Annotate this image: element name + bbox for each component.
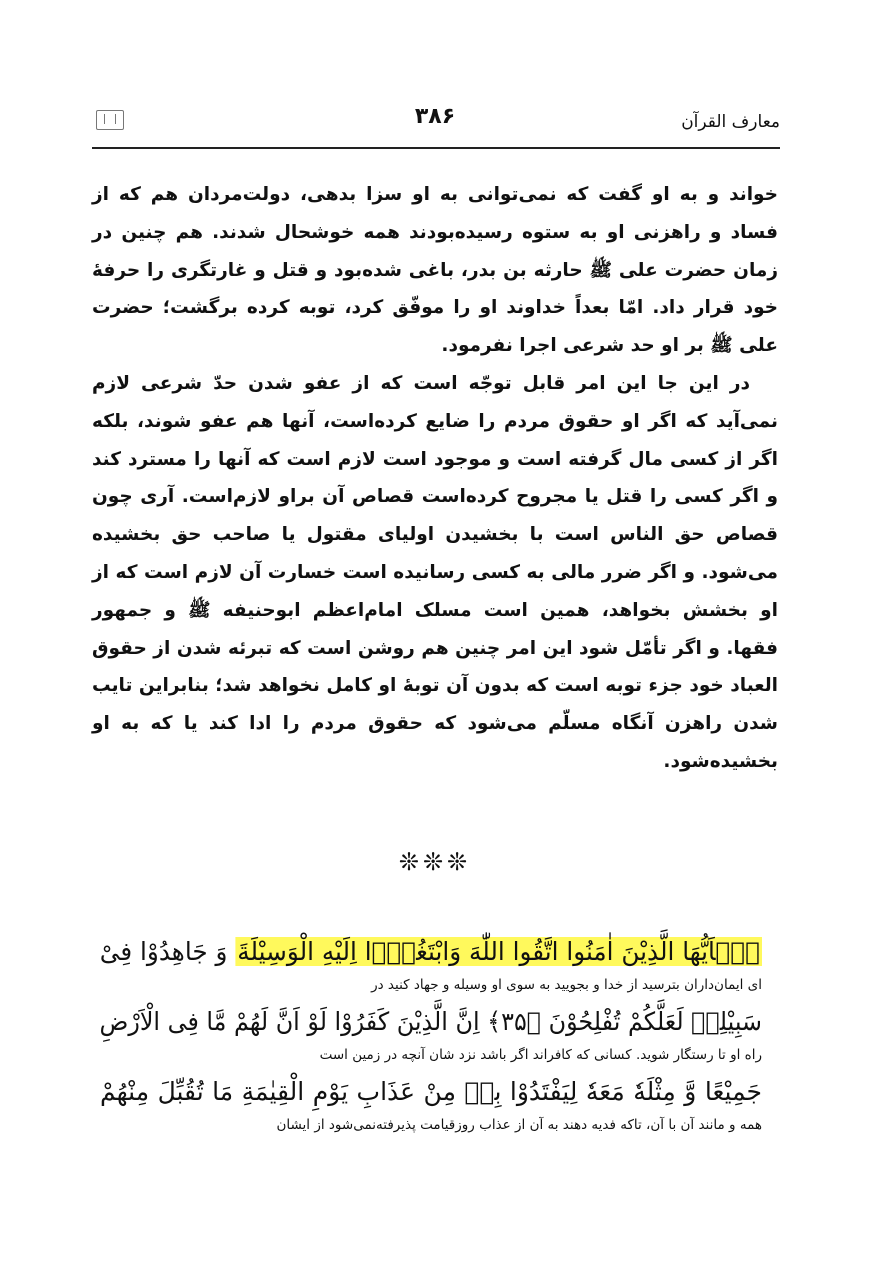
- verse-translation: راه او تا رستگار شوید. کسانی که کافراند اگر باشد نزد شان آنچه در زمین است: [319, 1047, 762, 1063]
- book-title: معارف القرآن: [681, 112, 780, 132]
- paragraph: خواند و به او گفت که نمی‌توانی به او سزا بدهی، دولت‌مردان هم که از فساد و راهزنی او به ستوه رسیده‌بودند همه خوشحال شدند. هم چنین در زمان حضرت علی ﷺ حارثه بن بدر، باغی شده‌بود و قتل و غارتگری را حرفۀ خود قرار داد. امّا بعداً خداوند او را موفّق کرد، توبه کرده برگشت؛ حضرت علی ﷺ بر او حد شرعی اجرا نفرمود.: [92, 184, 778, 357]
- verse-line: [99, 930, 762, 974]
- verse-text: وَ جَاهِدُوْا فِىْ: [99, 937, 236, 966]
- page-header: [88, 100, 782, 140]
- section-separator: ❊❊❊: [398, 848, 472, 876]
- header-divider: [92, 147, 780, 149]
- quran-verse-block: [100, 930, 762, 1140]
- page-number: ۳۸۶: [414, 104, 456, 129]
- verse-line: جَمِيْعًا وَّ مِثْلَهٗ مَعَهٗ لِيَفْتَدُوْا بِهٖ مِنْ عَذَابِ يَوْمِ الْقِيٰمَةِ مَا تُقُبِّلَ مِنْهُمْ: [100, 1077, 762, 1106]
- verse-translation: همه و مانند آن با آن، تاکه فدیه دهند به آن از عذاب روزقیامت پذیرفته‌نمی‌شود از ایشان: [276, 1117, 762, 1133]
- body-text: [92, 176, 778, 781]
- verse-translation: ای ایمان‌داران بترسید از خدا و بجویید به سوی او وسیله و جهاد کنید در: [371, 977, 762, 993]
- verse-line: سَبِيْلِهٖ لَعَلَّكُمْ تُفْلِحُوْنَ ﴿۳۵﴾ اِنَّ الَّذِيْنَ كَفَرُوْا لَوْ اَنَّ لَهُمْ مَّا فِى الْاَرْضِ: [99, 1007, 762, 1036]
- highlighted-verse-text: يٰۤاَيُّهَا الَّذِيْنَ اٰمَنُوا اتَّقُوا اللّٰهَ وَابْتَغُوْۤا اِلَيْهِ الْوَسِيْلَةَ: [237, 937, 761, 966]
- paragraph: در این جا این امر قابل توجّه است که از عفو شدن حدّ شرعی لازم نمی‌آید که اگر او حقوق مردم را ضایع کرده‌است، آنها هم عفو شوند، بلکه اگر از کسی مال گرفته است و موجود است لازم است که آنها را مسترد کند و اگر کسی را قتل یا مجروح کرده‌است قصاص آن براو لازم‌است. آری چون قصاص حق الناس است با بخشیدن اولیای مقتول یا صاحب حق بخشیده می‌شود. و اگر ضرر مالی به کسی رسانیده است خسارت آن لازم است که از او بخشش بخواهد، همین است مسلک امام‌اعظم ابوحنیفه ﷺ و جمهور فقها. و اگر تأمّل شود این امر چنین هم روشن است که تبرئه شدن از حقوق العباد خود جزء توبه است که بدون آن توبۀ او کامل نخواهد شد؛ بنابراین تایب شدن راهزن آنگاه مسلّم می‌شود که حقوق مردم را ادا کند یا که به او بخشیده‌شود.: [92, 372, 778, 772]
